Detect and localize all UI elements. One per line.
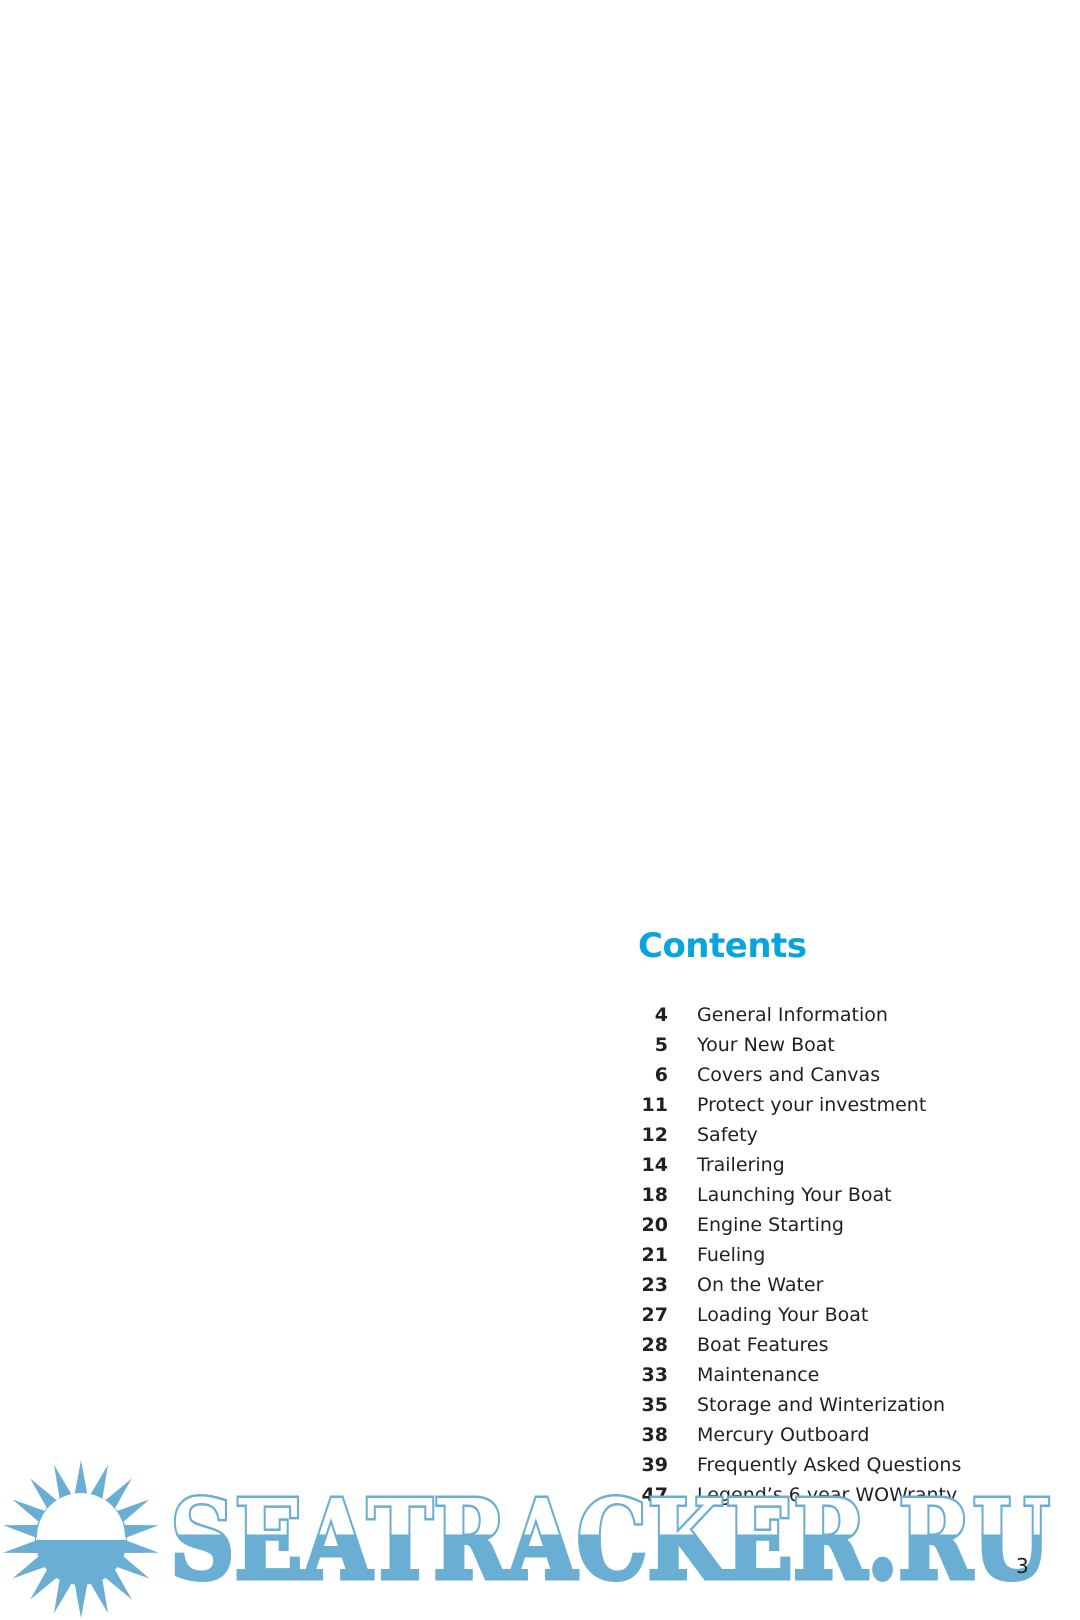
toc-page-number: 27 xyxy=(641,1304,668,1326)
toc-entry-label: Your New Boat xyxy=(697,1034,835,1056)
toc-row[interactable] xyxy=(624,1090,1064,1120)
toc-page-number: 28 xyxy=(641,1334,668,1356)
toc-entry-label: On the Water xyxy=(697,1274,824,1296)
toc-entry-label: Boat Features xyxy=(697,1334,829,1356)
toc-page-number: 4 xyxy=(654,1004,668,1026)
toc-page-number: 5 xyxy=(654,1034,668,1056)
toc-row[interactable] xyxy=(624,1360,1064,1390)
toc-entry-label: Safety xyxy=(697,1124,758,1146)
toc-entry-label: Storage and Winterization xyxy=(697,1394,946,1416)
toc-row[interactable] xyxy=(624,1030,1064,1060)
toc-page-number: 23 xyxy=(641,1274,668,1296)
toc-row[interactable] xyxy=(624,1300,1064,1330)
page-number: 3 xyxy=(1016,1554,1029,1578)
toc-entry-label: Legend’s 6 year WOWranty xyxy=(697,1484,958,1506)
toc-page-number: 14 xyxy=(641,1154,668,1176)
toc-entry-label: Frequently Asked Questions xyxy=(697,1454,962,1476)
toc-row[interactable] xyxy=(624,1480,1064,1510)
toc-page-number: 12 xyxy=(641,1124,668,1146)
toc-page-number: 33 xyxy=(641,1364,668,1386)
sun-icon xyxy=(0,1458,162,1620)
toc-row[interactable] xyxy=(624,1000,1064,1030)
toc-page-number: 38 xyxy=(641,1424,668,1446)
toc-row[interactable] xyxy=(624,1240,1064,1270)
toc-row[interactable] xyxy=(624,1450,1064,1480)
toc-page-number: 47 xyxy=(641,1484,668,1506)
toc-page-number: 21 xyxy=(641,1244,668,1266)
toc-row[interactable] xyxy=(624,1150,1064,1180)
toc-row[interactable] xyxy=(624,1120,1064,1150)
toc-entry-label: Loading Your Boat xyxy=(697,1304,869,1326)
toc-page-number: 20 xyxy=(641,1214,668,1236)
toc-row[interactable] xyxy=(624,1270,1064,1300)
toc-row[interactable] xyxy=(624,1390,1064,1420)
toc-page-number: 39 xyxy=(641,1454,668,1476)
contents-title: Contents xyxy=(638,926,807,966)
toc-entry-label: Trailering xyxy=(697,1154,785,1176)
toc-entry-label: Covers and Canvas xyxy=(697,1064,881,1086)
toc-entry-label: Launching Your Boat xyxy=(697,1184,892,1206)
toc-entry-label: Maintenance xyxy=(697,1364,820,1386)
table-of-contents xyxy=(624,1000,1064,1510)
toc-entry-label: Fueling xyxy=(697,1244,766,1266)
toc-page-number: 11 xyxy=(641,1094,668,1116)
toc-row[interactable] xyxy=(624,1060,1064,1090)
toc-entry-label: Mercury Outboard xyxy=(697,1424,870,1446)
toc-row[interactable] xyxy=(624,1420,1064,1450)
toc-row[interactable] xyxy=(624,1210,1064,1240)
toc-row[interactable] xyxy=(624,1330,1064,1360)
toc-page-number: 18 xyxy=(641,1184,668,1206)
toc-entry-label: Engine Starting xyxy=(697,1214,844,1236)
toc-entry-label: General Information xyxy=(697,1004,888,1026)
toc-entry-label: Protect your investment xyxy=(697,1094,927,1116)
toc-row[interactable] xyxy=(624,1180,1064,1210)
toc-page-number: 6 xyxy=(654,1064,668,1086)
toc-page-number: 35 xyxy=(641,1394,668,1416)
svg-text:SEATRACKER.RU: SEATRACKER.RU xyxy=(170,1475,1050,1604)
